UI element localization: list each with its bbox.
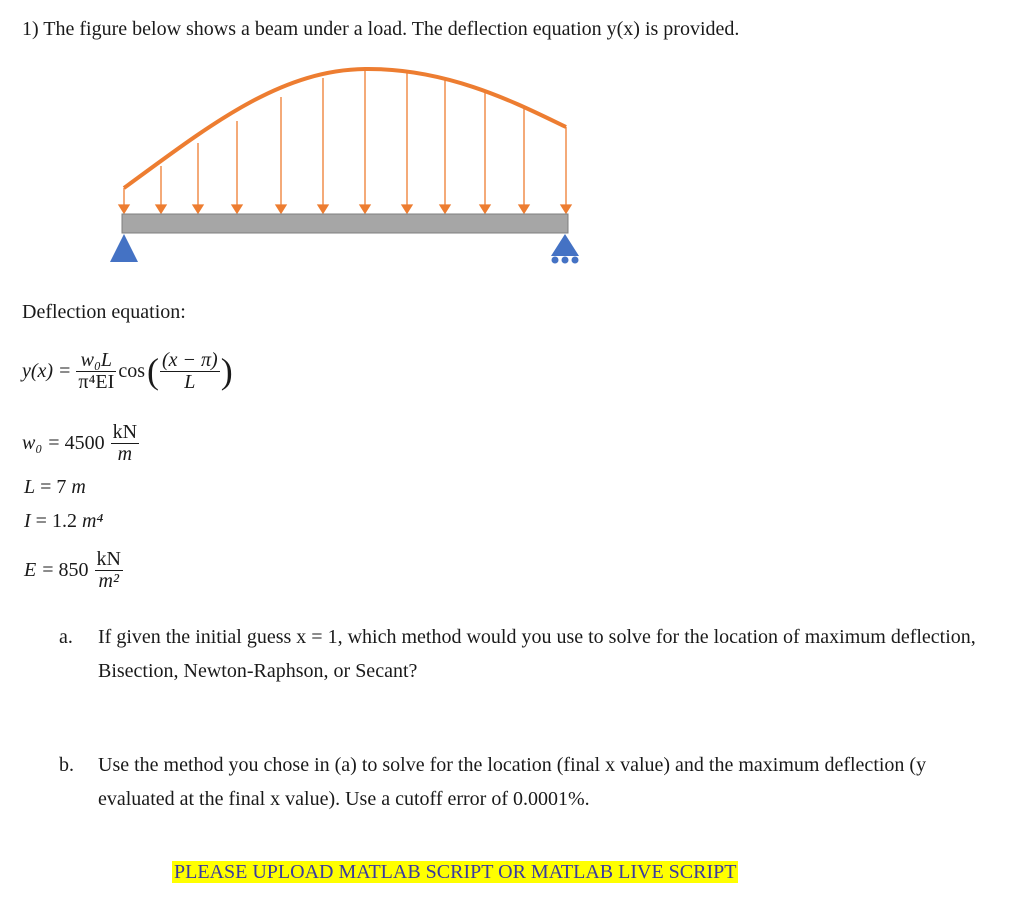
beam-figure <box>100 55 600 280</box>
w0-value: = 4500 <box>48 431 105 454</box>
w0-unit-den: m <box>117 442 133 465</box>
question-a-text: If given the initial guess x = 1, which method would you use to solve for the location of maximum deflection, Bisection, Newton-Raphson, or Secant? <box>98 626 976 682</box>
equation-lhs: y(x) <box>22 359 54 382</box>
question-b-text: Use the method you chose in (a) to solve for the location (final x value) and the maximum deflection (y evaluated at the final x value). Use a cutoff error of 0.0001%. <box>98 754 927 810</box>
problem-heading: 1) The figure below shows a beam under a load. The deflection equation y(x) is provided. <box>22 18 740 40</box>
equation-equals: = <box>59 359 71 382</box>
deflection-title: Deflection equation: <box>22 301 186 323</box>
E-unit <box>95 549 123 592</box>
w0-unit <box>111 422 139 465</box>
L-symbol: L <box>24 476 36 498</box>
L-unit: m <box>71 476 86 498</box>
param-E <box>24 544 123 596</box>
w0-unit-num: kN <box>112 420 138 443</box>
w0-symbol: w₀ <box>22 431 43 454</box>
param-L <box>24 476 86 499</box>
load-curve <box>124 69 566 188</box>
arg-numerator: (x − π) <box>161 348 218 371</box>
E-symbol: E <box>24 558 37 581</box>
coef-denominator: π⁴EI <box>78 370 115 393</box>
E-value: = 850 <box>42 558 89 581</box>
arg-fraction <box>160 350 220 393</box>
left-paren: ( <box>146 351 159 391</box>
I-unit: m⁴ <box>81 510 104 532</box>
E-unit-den: m² <box>98 569 119 592</box>
right-paren: ) <box>220 351 233 391</box>
param-I <box>24 510 103 533</box>
question-b-label: b. <box>59 754 74 776</box>
pin-support <box>110 234 138 262</box>
deflection-equation <box>22 342 233 400</box>
roller-support <box>551 234 579 264</box>
coef-numerator: w₀L <box>76 350 116 372</box>
E-unit-num: kN <box>96 547 121 570</box>
question-a-label: a. <box>59 626 73 648</box>
upload-note <box>172 861 738 884</box>
arg-denominator: L <box>184 370 196 393</box>
I-value: = 1.2 <box>35 510 77 532</box>
L-value: = 7 <box>40 476 67 498</box>
I-symbol: I <box>24 510 31 532</box>
upload-note-text: PLEASE UPLOAD MATLAB SCRIPT OR MATLAB LIVE SCRIPT <box>174 861 737 883</box>
beam <box>122 214 568 233</box>
param-w0 <box>22 418 139 468</box>
coef-fraction <box>76 350 116 393</box>
cos-function: cos <box>118 359 145 382</box>
